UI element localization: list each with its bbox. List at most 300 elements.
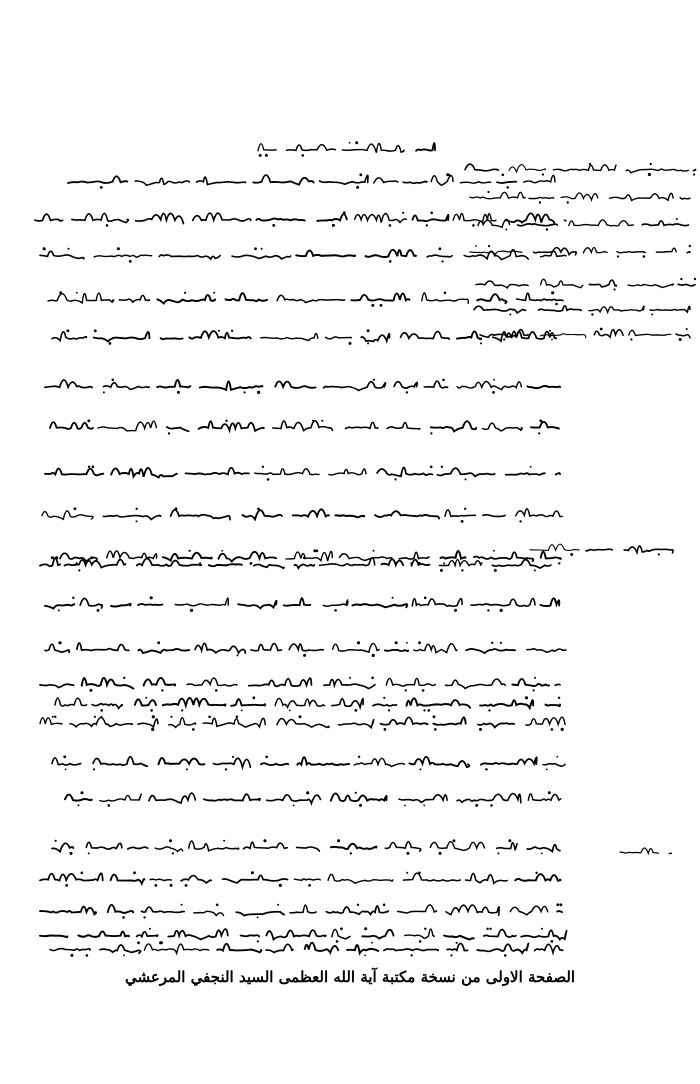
diacritic-dot	[170, 884, 173, 887]
diacritic-dot	[424, 597, 427, 600]
diacritic-dot	[133, 871, 136, 874]
diacritic-dot	[525, 696, 528, 699]
main-text-line	[328, 874, 393, 883]
diacritic-dot	[428, 709, 431, 712]
main-text-line	[159, 758, 205, 765]
diacritic-dot	[505, 229, 507, 231]
diacritic-dot	[86, 954, 89, 957]
diacritic-dot	[402, 212, 404, 214]
diacritic-dot	[534, 569, 536, 571]
main-text-line	[189, 841, 239, 851]
diacritic-dot	[257, 508, 260, 511]
main-text-line	[223, 875, 288, 883]
diacritic-dot	[236, 716, 239, 719]
main-text-line	[144, 678, 175, 686]
diacritic-dot	[244, 391, 246, 393]
main-text-line	[181, 876, 211, 883]
diacritic-dot	[70, 852, 73, 855]
main-text-line	[256, 219, 305, 221]
diacritic-dot	[371, 677, 374, 680]
diacritic-dot	[453, 839, 456, 842]
main-text-line	[42, 511, 93, 519]
main-text-line	[255, 469, 319, 475]
diacritic-dot	[358, 756, 360, 758]
diacritic-dot	[306, 791, 309, 794]
diacritic-dot	[551, 940, 554, 943]
main-text-line	[243, 510, 283, 519]
diacritic-dot	[479, 728, 482, 731]
diacritic-dot	[321, 420, 323, 422]
diacritic-dot	[539, 201, 541, 203]
diacritic-dot	[76, 292, 78, 294]
diacritic-dot	[567, 201, 569, 203]
main-text-line	[483, 423, 523, 431]
main-text-line	[457, 331, 481, 339]
main-text-line	[385, 650, 408, 651]
main-text-line	[352, 604, 407, 607]
main-text-line	[412, 599, 462, 607]
main-text-line	[521, 930, 566, 939]
diacritic-dot	[651, 314, 653, 316]
diacritic-dot	[65, 769, 67, 771]
diacritic-dot	[350, 852, 352, 854]
main-text-line	[141, 907, 184, 912]
main-text-line	[100, 794, 141, 801]
margin-note-line	[642, 221, 688, 226]
main-text-line	[413, 215, 449, 221]
diacritic-dot	[454, 609, 457, 612]
main-text-line	[339, 554, 392, 561]
main-text-line	[267, 795, 321, 804]
diacritic-dot	[123, 955, 125, 957]
margin-note-line	[476, 281, 528, 288]
diacritic-dot	[487, 609, 489, 611]
diacritic-dot	[694, 278, 696, 280]
main-text-line	[535, 944, 563, 952]
diacritic-dot	[250, 562, 253, 565]
main-text-line	[541, 598, 560, 606]
main-text-line	[483, 515, 505, 517]
main-text-line	[527, 649, 566, 652]
main-text-line	[94, 255, 151, 257]
diacritic-dot	[686, 328, 688, 330]
diacritic-dot	[617, 255, 619, 257]
main-text-line	[564, 220, 566, 221]
diacritic-dot	[488, 709, 490, 711]
diacritic-dot	[81, 791, 84, 794]
margin-note-line	[626, 169, 688, 173]
main-text-line	[273, 421, 333, 431]
margin-note-line	[687, 252, 690, 253]
main-text-line	[294, 565, 314, 569]
diacritic-dot	[103, 391, 105, 393]
diacritic-dot	[503, 338, 505, 340]
diacritic-dot	[442, 379, 445, 382]
diacritic-dot	[492, 391, 495, 394]
diacritic-dot	[225, 768, 227, 770]
main-text-line	[528, 794, 560, 801]
diacritic-dot	[371, 304, 374, 307]
diacritic-dot	[558, 697, 560, 699]
diacritic-dot	[181, 904, 183, 906]
main-text-line	[326, 906, 388, 915]
diacritic-dot	[444, 292, 447, 295]
diacritic-dot	[487, 191, 489, 193]
diacritic-dot	[355, 709, 358, 712]
main-text-line	[290, 905, 316, 913]
diacritic-dot	[199, 562, 201, 564]
main-text-line	[471, 598, 535, 606]
diacritic-dot	[411, 954, 413, 956]
diacritic-dot	[137, 941, 140, 944]
main-text-line	[497, 182, 516, 183]
diacritic-dot	[129, 260, 132, 263]
diacritic-dot	[65, 884, 68, 887]
main-text-line	[384, 949, 438, 951]
main-text-line	[317, 214, 347, 221]
diacritic-dot	[261, 248, 263, 250]
main-text-line	[424, 381, 447, 388]
diacritic-dot	[502, 174, 505, 177]
diacritic-dot	[643, 255, 646, 258]
main-text-line	[249, 678, 312, 686]
main-text-block	[35, 173, 567, 957]
margin-note-line	[693, 170, 695, 171]
main-text-line	[478, 723, 514, 727]
diacritic-dot	[480, 562, 482, 564]
diacritic-dot	[72, 597, 74, 599]
diacritic-dot	[189, 550, 191, 552]
main-text-line	[254, 564, 284, 568]
main-text-line	[163, 698, 226, 706]
basmala-stroke	[258, 144, 276, 151]
diacritic-dot	[539, 419, 542, 422]
diacritic-dot	[680, 278, 682, 280]
main-text-line	[531, 422, 559, 429]
main-text-line	[466, 873, 508, 883]
diacritic-dot	[257, 917, 259, 919]
diacritic-dot	[185, 884, 188, 887]
main-text-line	[103, 515, 160, 519]
main-text-line	[481, 757, 537, 764]
main-text-line	[163, 553, 212, 561]
main-text-line	[168, 929, 228, 939]
diacritic-dot	[383, 697, 385, 699]
diacritic-dot	[101, 716, 103, 718]
diacritic-dot	[145, 697, 147, 699]
margin-note-line	[650, 306, 690, 312]
diacritic-dot	[312, 420, 314, 422]
main-text-line	[515, 874, 560, 881]
main-text-line	[430, 842, 484, 851]
main-text-line	[387, 423, 420, 429]
main-text-line	[175, 598, 228, 606]
diacritic-dot	[308, 884, 311, 887]
main-text-line	[331, 793, 387, 801]
main-text-line	[506, 213, 555, 223]
diacritic-dot	[551, 339, 553, 341]
diacritic-dot	[658, 553, 660, 555]
diacritic-dot	[157, 641, 160, 644]
main-text-line	[382, 559, 404, 565]
diacritic-dot	[450, 954, 452, 956]
main-text-line	[375, 511, 439, 518]
diacritic-dot	[58, 642, 61, 645]
diacritic-dot	[337, 839, 340, 842]
diacritic-dot	[97, 609, 100, 612]
diacritic-dot	[613, 288, 615, 290]
diacritic-dot	[264, 839, 267, 842]
main-text-line	[297, 847, 320, 851]
main-text-line	[65, 795, 92, 801]
diacritic-dot	[648, 173, 651, 176]
diacritic-dot	[55, 840, 57, 842]
diacritic-dot	[430, 212, 433, 215]
main-text-line	[320, 175, 368, 184]
main-text-line	[108, 905, 133, 913]
diacritic-dot	[570, 553, 573, 556]
main-text-line	[100, 945, 141, 953]
diacritic-dot	[299, 715, 302, 718]
diacritic-dot	[117, 247, 120, 250]
diacritic-dot	[213, 292, 215, 294]
diacritic-dot	[475, 245, 477, 247]
diacritic-dot	[486, 218, 488, 220]
main-text-line	[204, 794, 260, 801]
main-text-line	[48, 293, 114, 303]
diacritic-dot	[423, 709, 425, 711]
main-text-line	[497, 843, 517, 851]
main-text-line	[144, 944, 208, 953]
diacritic-dot	[500, 642, 502, 644]
main-text-line	[40, 718, 62, 725]
main-text-line	[541, 551, 561, 558]
main-text-line	[35, 214, 63, 221]
main-text-line	[238, 601, 276, 609]
basmala-stroke	[416, 143, 435, 151]
diacritic-dot	[406, 642, 408, 644]
diacritic-dot	[43, 247, 46, 250]
main-text-line	[293, 509, 329, 516]
diacritic-dot	[500, 609, 503, 612]
diacritic-dot	[441, 466, 443, 468]
margin-note-line	[561, 193, 598, 200]
diacritic-dot	[472, 224, 475, 227]
diacritic-dot	[439, 852, 442, 855]
diacritic-dot	[232, 756, 234, 758]
diacritic-dot	[254, 247, 257, 250]
diacritic-dot	[491, 642, 493, 644]
main-text-line	[405, 929, 434, 938]
main-text-line	[394, 382, 417, 388]
diacritic-dot	[419, 768, 421, 770]
main-text-line	[286, 551, 332, 561]
diacritic-dot	[149, 928, 151, 930]
main-text-line	[93, 757, 147, 767]
diacritic-dot	[440, 569, 443, 572]
main-text-line	[332, 699, 363, 708]
main-text-line	[52, 332, 87, 341]
diacritic-dot	[154, 884, 157, 887]
diacritic-dot	[159, 941, 162, 944]
main-text-line	[82, 678, 134, 689]
main-text-line	[457, 794, 521, 803]
diacritic-dot	[389, 260, 392, 263]
main-text-line	[366, 250, 416, 257]
diacritic-dot	[422, 689, 425, 692]
main-text-line	[444, 936, 474, 940]
margin-note-line	[465, 164, 498, 171]
main-text-line	[361, 334, 389, 342]
diacritic-dot	[364, 955, 366, 957]
main-text-line	[527, 845, 560, 852]
main-text-line	[50, 422, 93, 429]
diacritic-dot	[89, 689, 92, 692]
main-text-line	[277, 295, 345, 302]
diacritic-dot	[68, 248, 70, 250]
diacritic-dot	[169, 839, 172, 842]
diacritic-dot	[600, 328, 603, 331]
main-text-line	[446, 679, 506, 688]
diacritic-dot	[272, 224, 275, 227]
main-text-line	[189, 331, 251, 339]
diacritic-dot	[55, 556, 58, 559]
main-text-line	[241, 935, 260, 936]
main-text-line	[77, 643, 129, 651]
diacritic-dot	[424, 928, 426, 930]
diacritic-dot	[170, 716, 172, 718]
main-text-line	[305, 943, 339, 953]
diacritic-dot	[679, 338, 682, 341]
main-text-line	[385, 842, 420, 851]
main-text-line	[203, 718, 265, 727]
diacritic-dot	[560, 903, 563, 906]
diacritic-dot	[591, 313, 593, 315]
main-text-line	[128, 847, 148, 849]
main-text-line	[275, 698, 324, 707]
diacritic-dot	[175, 507, 178, 510]
diacritic-dot	[533, 689, 535, 691]
diacritic-dot	[231, 330, 233, 332]
main-text-line	[431, 176, 453, 186]
diacritic-dot	[548, 791, 551, 794]
main-text-line	[64, 559, 125, 567]
margin-note-line	[680, 198, 690, 199]
diacritic-dot	[383, 904, 386, 907]
main-text-line	[209, 564, 242, 566]
main-text-line	[484, 929, 516, 937]
diacritic-dot	[262, 466, 264, 468]
main-text-line	[377, 468, 432, 477]
main-text-line	[40, 873, 103, 880]
diacritic-dot	[556, 903, 559, 906]
diacritic-dot	[236, 654, 238, 656]
main-text-line	[332, 929, 350, 939]
diacritic-dot	[93, 768, 95, 770]
main-text-line	[251, 644, 282, 651]
main-text-line	[40, 684, 74, 687]
diacritic-dot	[392, 597, 394, 599]
diacritic-dot	[349, 342, 352, 345]
diacritic-dot	[355, 792, 357, 794]
main-text-line	[70, 717, 132, 726]
diacritic-dot	[186, 768, 188, 770]
diacritic-dot	[356, 186, 359, 189]
main-text-line	[261, 763, 288, 765]
main-text-line	[253, 175, 313, 185]
diacritic-dot	[359, 804, 362, 807]
diacritic-dot	[54, 716, 56, 718]
diacritic-dot	[359, 173, 362, 176]
diacritic-dot	[549, 330, 551, 332]
main-text-line	[324, 382, 386, 391]
main-text-line	[284, 598, 311, 606]
main-text-line	[157, 295, 215, 303]
main-text-line	[217, 944, 261, 953]
diacritic-dot	[88, 852, 90, 854]
main-text-line	[403, 873, 460, 881]
diacritic-dot	[257, 940, 259, 942]
main-text-line	[347, 945, 378, 953]
main-text-line	[398, 905, 437, 913]
main-text-line	[506, 473, 545, 475]
diacritic-dot	[442, 260, 444, 262]
diacritic-dot	[689, 245, 691, 247]
margin-note-line	[539, 306, 582, 311]
main-text-line	[236, 912, 284, 916]
diacritic-dot	[251, 871, 254, 874]
main-text-line	[374, 178, 398, 183]
diacritic-dot	[88, 466, 90, 468]
main-text-line	[407, 698, 471, 707]
diacritic-dot	[78, 569, 80, 571]
main-text-line	[52, 758, 81, 765]
diacritic-dot	[357, 641, 360, 644]
diacritic-dot	[70, 954, 73, 957]
diacritic-dot	[488, 245, 490, 247]
main-text-line	[354, 758, 404, 766]
diacritic-dot	[676, 218, 678, 220]
main-text-line	[543, 764, 565, 767]
main-text-line	[445, 510, 475, 516]
main-text-line	[480, 700, 533, 708]
diacritic-dot	[357, 904, 359, 906]
diacritic-dot	[493, 550, 495, 552]
main-text-line	[68, 176, 127, 183]
diacritic-dot	[302, 154, 305, 157]
margin-note-line	[586, 549, 612, 551]
margin-note-line	[620, 848, 658, 853]
diacritic-dot	[530, 466, 532, 468]
main-text-line	[78, 931, 129, 936]
diacritic-dot	[75, 562, 77, 564]
main-text-line	[155, 847, 182, 852]
main-text-line	[373, 704, 397, 706]
diacritic-dot	[384, 728, 387, 731]
diacritic-dot	[555, 303, 558, 306]
diacritic-dot	[542, 173, 544, 175]
margin-note-line	[589, 306, 644, 312]
main-text-line	[401, 331, 450, 339]
main-text-line	[403, 182, 427, 184]
main-text-line	[138, 604, 163, 605]
main-text-line	[104, 383, 150, 390]
diacritic-dot	[410, 562, 413, 565]
basmala-stroke	[287, 145, 336, 151]
main-text-line	[55, 698, 87, 706]
diacritic-dot	[388, 709, 390, 711]
diacritic-dot	[371, 942, 373, 944]
